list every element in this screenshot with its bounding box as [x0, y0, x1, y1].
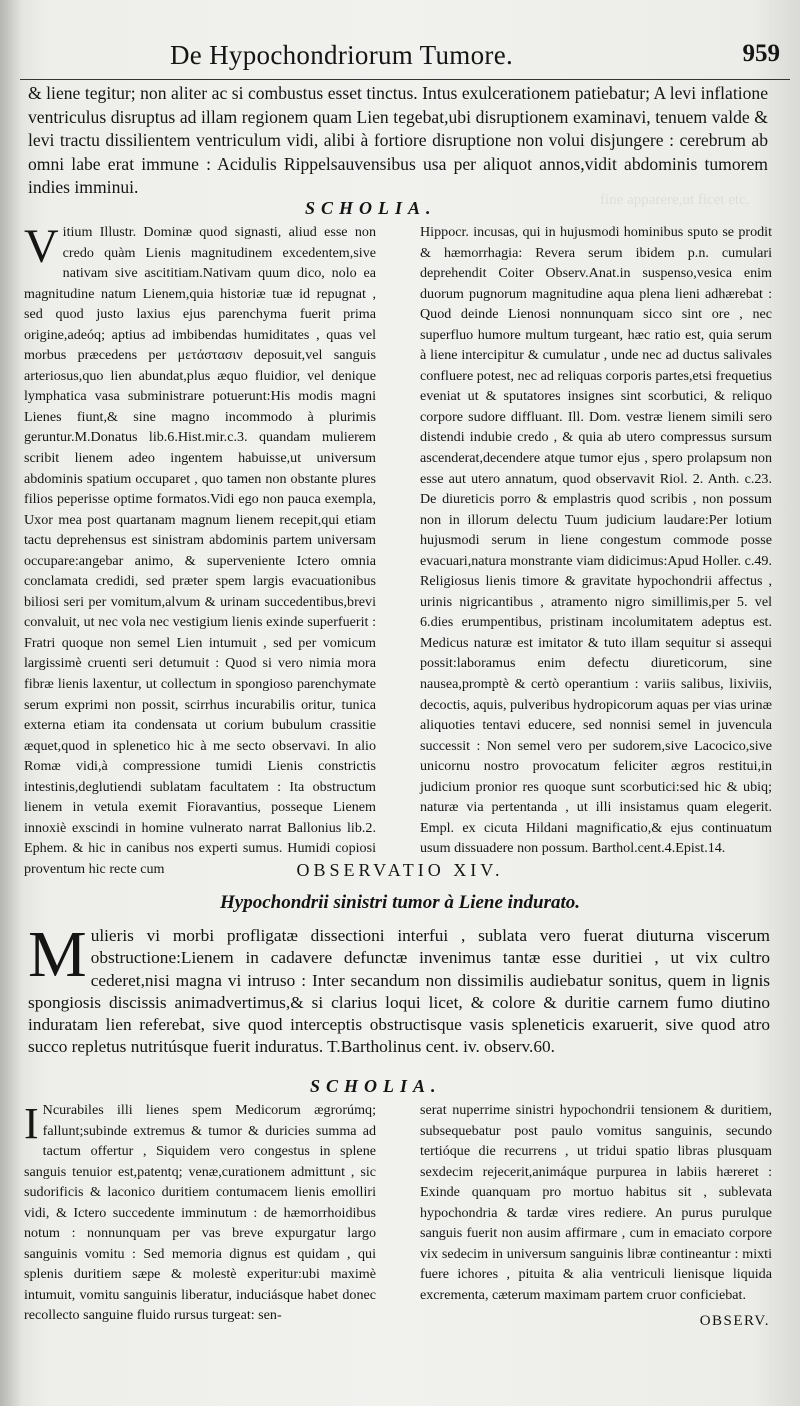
scholia-2-columns — [24, 1100, 772, 1326]
dropcap-i: I — [24, 1099, 39, 1148]
observation-text — [28, 918, 770, 1059]
dropcap-v: V — [24, 220, 59, 273]
dropcap-m: M — [28, 918, 87, 991]
scholia-1-right-column — [420, 222, 772, 880]
show-through-text: fine apparere,ut ficet etc. — [600, 192, 750, 208]
running-head — [170, 40, 780, 78]
scholia-heading-1: SCHOLIA. — [305, 198, 437, 218]
scholia-2-left-column — [24, 1100, 376, 1326]
observation-title: OBSERVATIO XIV. — [296, 860, 504, 880]
scholia-2-right-text: serat nuperrime sinistri hypochondrii tensionem & duritiem, subsequebatur post paulo vomitus sanguinis, secundo tertióque die recurrens , ut tridui spatio libras plusquam sexdecim rejecerit,animáque purpurea in labiis hæreret : Exinde quanquam pro mortuo habitus sit , sublevata hypochondria & tardæ vires rediere. An purus purulque sanguis fuerit non ausim affirmare , cum in emaciato corpore vix sedecim in universum sanguinis libræ contineantur : mixti fuere ichores , pituita & alia ventriculi lienisque liquida excrementa, cæterum maximam partem cruor conficiebat. — [420, 1102, 772, 1303]
scholia-1-right-text: Hippocr. incusas, qui in hujusmodi hominibus sputo se prodit & hæmorrhagia: Revera serum ibidem p.n. cumulari deprehendit Coiter Observ.Anat.in suspenso,vesica enim duorum pugnorum magnitudine aqua plena lieni adhærebat : Quod deinde Lienosi nonnunquam sicco sint ore , nec superfluo humore multum turgeant, hæc ratio est, quia serum à liene intercipitur & cumulatur , unde nec ad ductus salivales confluere potest, nec ad reliquas corporis partes,etsi frequetius eveniat ut & sputatores insignes sint scorbutici, & reliquo corpore sudore diffluant. Ill. Dom. vestræ lienem simili sero distendi indubie credo , & quia ab utero compressus sursum ascenderat,decendere atque tumor ejus , spero prolapsum non esse aut utero annatum, quod observavit Riol. 2. Anth. c.23. De diureticis porro & emplastris quod scribis , non possum non in illorum delectu Tuum judicium laudare:Per lotium hujusmodi serum in liene congestum commode posse evacuari,natura monstrante viam didicimus:Apud Holler. c.49. Religiosus lienis timore & gravitate hypochondrii affectus , urinis nigricantibus , atramento nigro simillimis,per 5. vel 6.dies erumpentibus, pristinam incolumitatem adeptus est. Medicus naturæ est imitator & tuto illam sequitur si assequi possit:laboramus enim defectu diureticorum, sine nausea,promptè & certò operantium : variis salibus, lixiviis, decoctis, aquis, pulveribus hydropicorum aquas per vias urinæ aliquoties tentavi educere, sed nonnisi semel in juvencula successit : Non semel vero per sudorem,sive Lacocico,sive unicornu nostro provocatum feliciter ægros restitui,in judicium pronior res quoque sunt scorbutici:sed hic & ubiq; naturæ via pertentanda , ut illi insistamus quam elegerit. Empl. ex cicuta Hildani magnificatio,& ejus continuatum usum dissuadere non possum. Barthol.cent.4.Epist.14. — [420, 224, 772, 857]
intro-paragraph: & liene tegitur; non aliter ac si combustus esset tinctus. Intus exulcerationem patiebatur; A levi inflatione ventriculus disruptus ad illam regionem quam Lien tegebat,ubi disruptionem examinavi, tenuem valde & levi tractu dissilientem ventriculum vidi, alibi à fortiore disruptione non volui disjungere : cerebrum ab omni labe erat immune : Acidulis Rippelsauvensibus usa per aliquot annos,vidit abdominis tumorem indies imminui. — [28, 83, 768, 197]
running-title: De Hypochondriorum Tumore. — [170, 40, 514, 70]
catchword: OBSERV. — [699, 1313, 770, 1329]
header-rule — [20, 79, 790, 80]
scholia-2-left-text: Ncurabiles illi lienes spem Medicorum ægrorúmq; fallunt;subinde extremus & tumor & duricies summa ad tactum offertur , Siquidem vero congestus in splene sanguis tenuior est,patentq; venæ,curationem admittunt , sic sudorificis & laconico duritiem contumacem lienis emolliri vidi, & Ictero succedente imminutum : de hæmorrhoidibus notum : nonnunquam per vas breve expurgatur largo sanguinis vomitu : Sed memoria dignus est quidam , qui splenis duritiem sæpe & molestè experitur:ubi maximè intumuit, vomitu sanguinis liberatur, induciásque habet donec recollecto sanguine fluido rursus turgeat: sen- — [24, 1102, 376, 1324]
scholia-heading-2: SCHOLIA. — [310, 1076, 442, 1096]
page-number: 959 — [742, 40, 780, 67]
scholia-1-left-column — [24, 222, 376, 880]
scholia-1-left-text: itium Illustr. Dominæ quod signasti, aliud esse non credo quàm Lienis magnitudinem excedentem,sive nativam sive ascititiam.Nativam quum dico, nolo ea magnitudine natum Lienem,quia historiæ tuæ id repugnat , sed quod justo laxius ejus parenchyma fuerit prima origine,adeóq; aptius ad imbibendas humiditates , quas vel morbus præcedens per μετάστασιν deposuit,vel sanguis arteriosus,quo lien abundat,plus æquo fluidior, vel denique lymphatica vasa subministrare potuerunt:His modis magni Lienes fiunt,& sine magno incommodo à plurimis geruntur.M.Donatus lib.6.Hist.mir.c.3. quandam mulierem scribit lienem adeo ingentem habuisse,ut universum abdominis spatium occuparet , quo tamen non obstante plures filios peperisse optime formatos.Vidi ego non pauca exempla, Uxor mea post quartanam magnum lienem recepit,qui etiam tactu deprehensus est sinistram abdominis partem universam occupare:angebar animo, & superveniente Ictero omnia conclamata credidi, sed præter spem largis evacuationibus biliosi seri per vomitum,alvum & urinam succedentibus,brevi convaluit, ut nec vola nec vestigium lienis exinde superfuerit : Fratri quoque non semel Lien intumuit , sed per vomicum largissimè cruenti seri detumuit : Quod si vero nimia mora fibræ lienis laxentur, ut collectum in spongioso parenchymate serum exprimi non possit, scirrhus incurabilis oritur, tunica externa etiam ita condensata ut corium bubulum crassitie æquet,quod in splenetico hic à me secto observavi. In alio Romæ vidi,à compressione tumidi Lienis constrictis intestinis,deglutiendi sublatam facultatem : Ita obstructum lienem in vetula exemit Fioravantius, posseque Lienem innoxiè exscindi in homine vulnerato narrat Ballonius lib.2. Ephem. & hic in canibus nos experti sumus. Humidi copiosi proventum hic recte cum — [24, 224, 376, 877]
scholia-2-right-column — [420, 1100, 772, 1326]
observation-body: ulieris vi morbi profligatæ dissectioni interfui , sublata vero fuerat diuturna viscerum obstructione:Lienem in cadavere defunctæ invenimus tantæ esse duritiei , ut vix cultro cederet,nisi magna vi intruso : Inter secandum non dissimilis audiebatur sonitus, quem in lignis spongiosis discissis animadvertimus,& si clarius loqui licet, & colore & duritie carnem fumo diutino induratam lien referebat, sive quod interceptis obstructisque vasis spleneticis exaruerit, sive quod atro succo repletus nutritúsque fuerit induratus. T.Bartholinus cent. iv. observ.60. — [28, 926, 770, 1057]
scholia-1-columns — [24, 222, 772, 880]
observation-subtitle: Hypochondrii sinistri tumor à Liene indurato. — [219, 892, 581, 913]
